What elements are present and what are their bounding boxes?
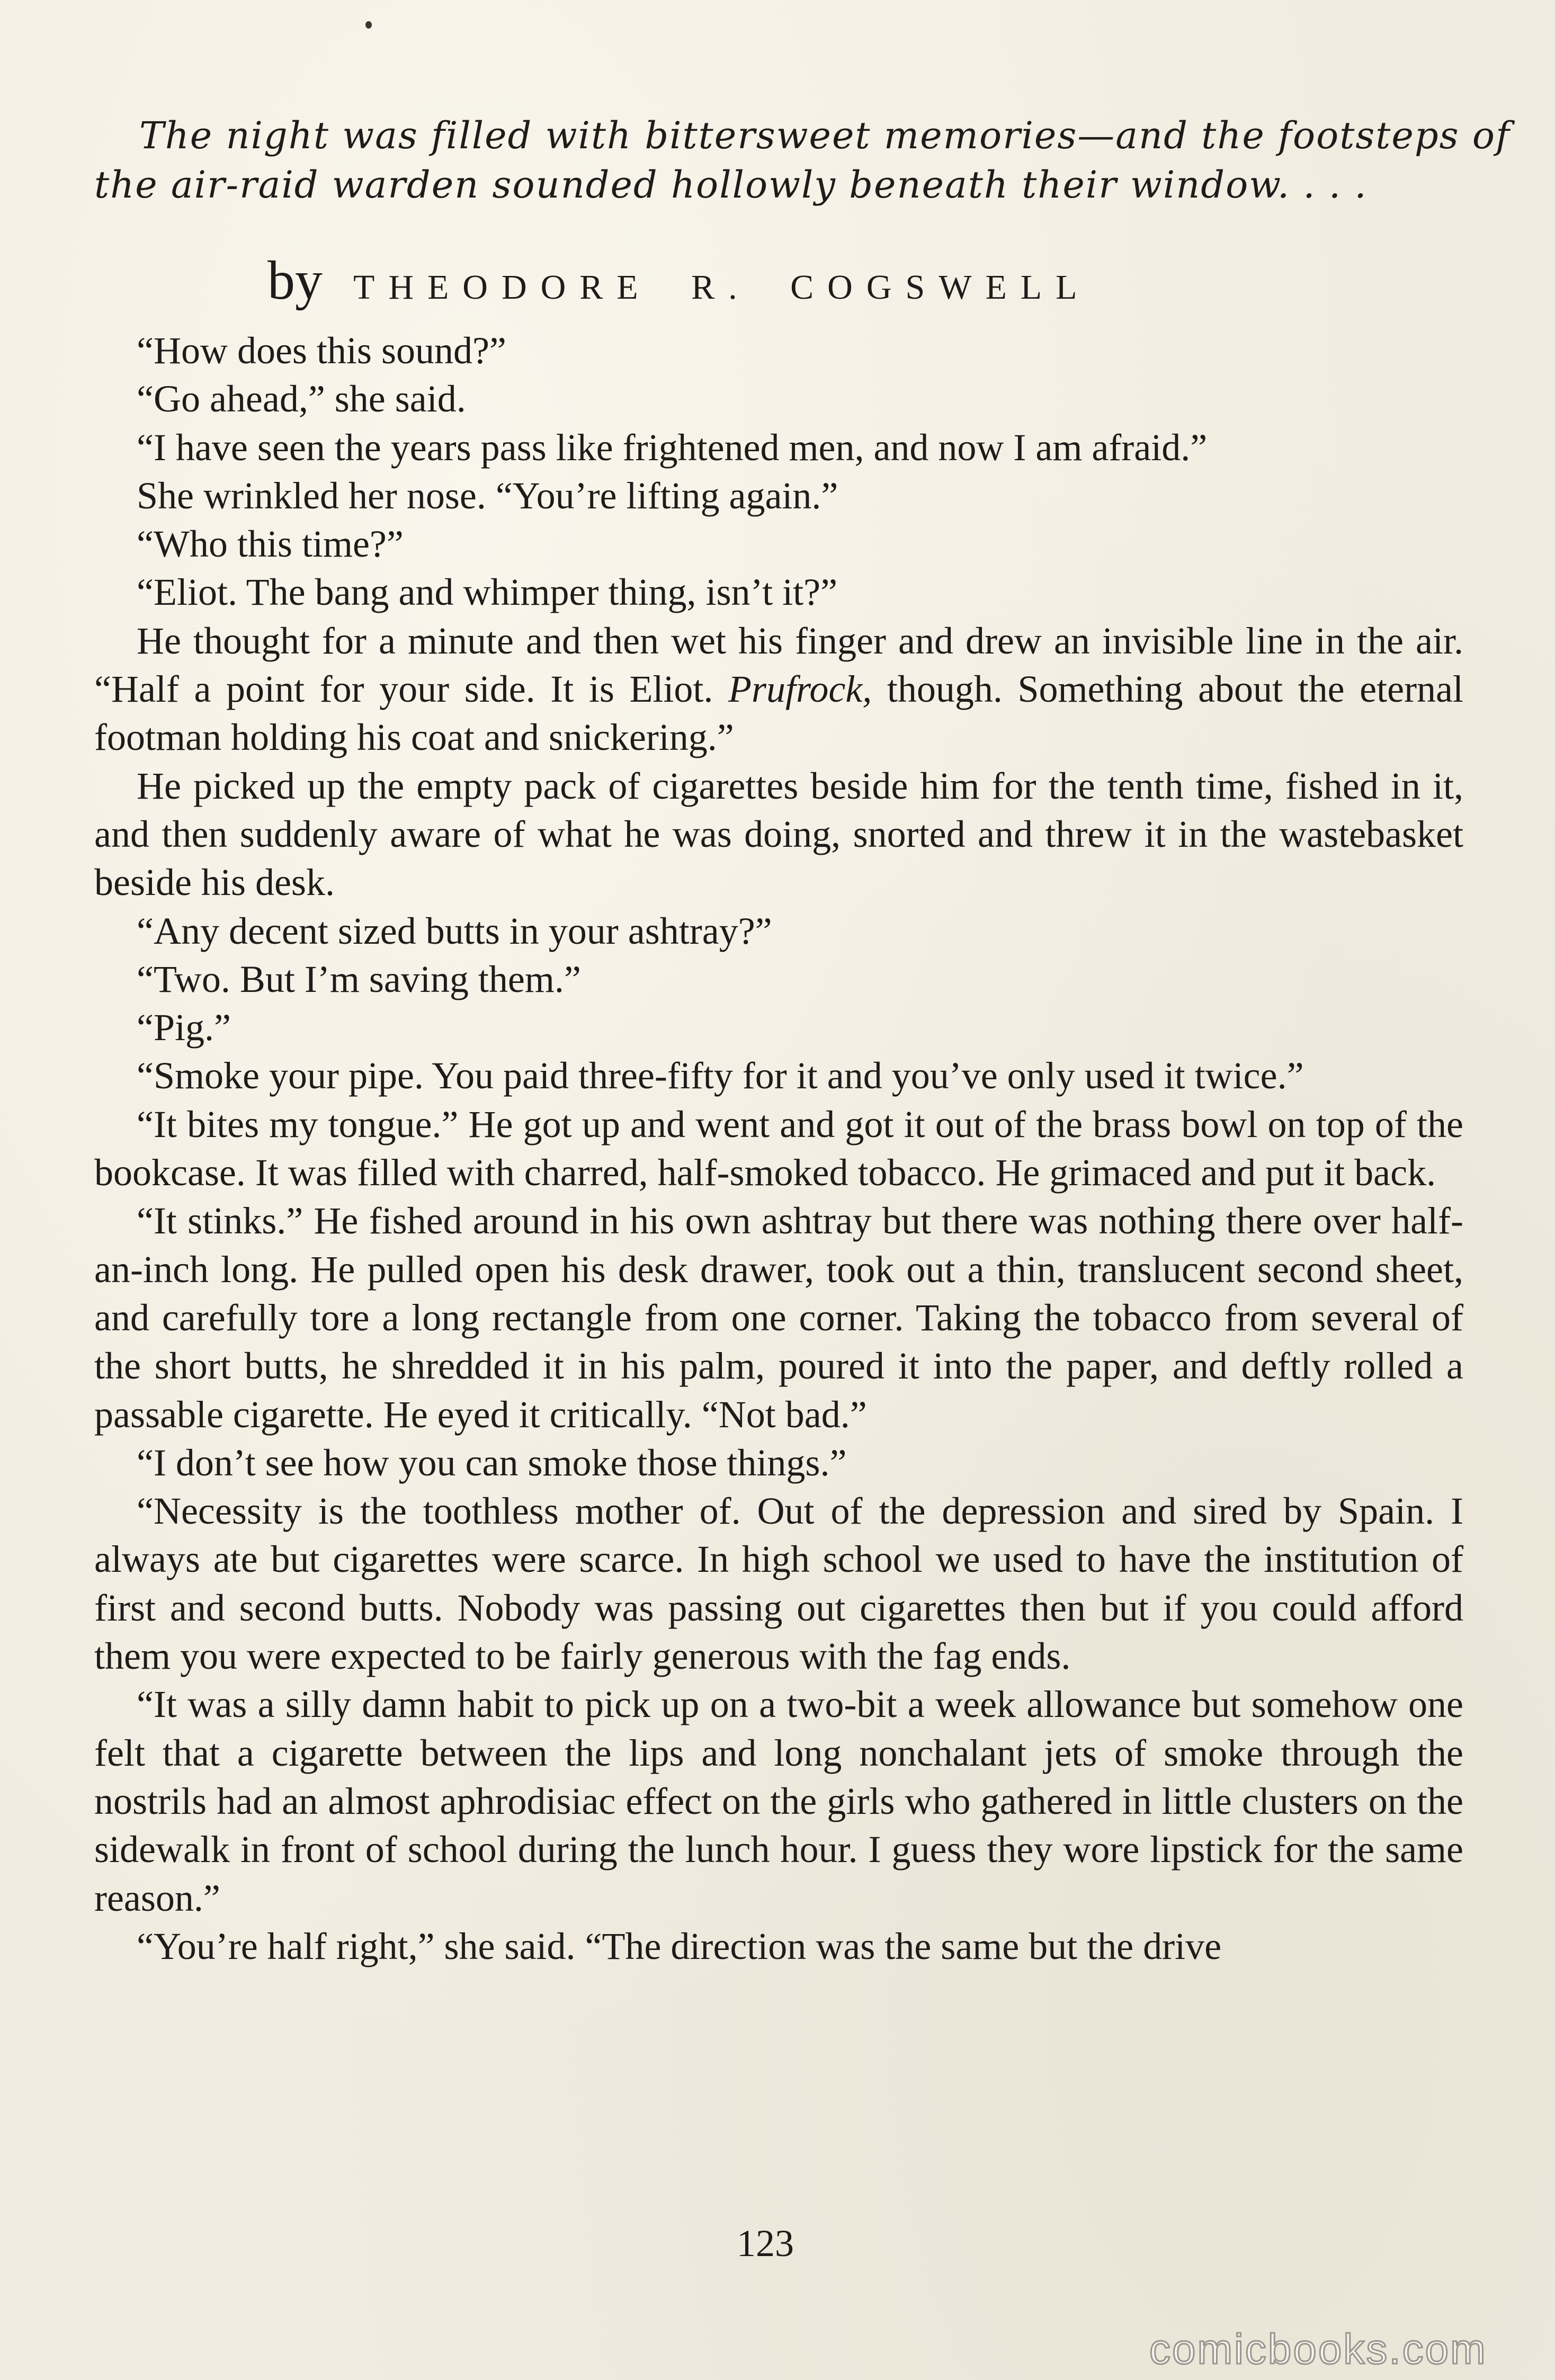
watermark-logo: comicbooks.com <box>1149 2325 1487 2373</box>
paragraph-text: though. Something about the eternal footman holding his coat and snickering.” <box>94 668 1464 759</box>
paragraph: “I have seen the years pass like frightened men, and now I am afraid.” <box>137 426 1208 469</box>
ink-speck <box>365 21 372 29</box>
paragraph: “Eliot. The bang and whimper thing, isn’t it?” <box>137 571 838 614</box>
italic-title: Prufrock, <box>728 668 872 711</box>
paragraph: “Who this time?” <box>137 523 404 566</box>
paragraph: “How does this sound?” <box>137 329 506 372</box>
paragraph: “I don’t see how you can smoke those things.” <box>137 1441 847 1484</box>
story-body <box>94 327 1463 1971</box>
paragraph: She wrinkled her nose. “You’re lifting again.” <box>137 474 838 517</box>
paragraph: “Smoke your pipe. You paid three-fifty for it and you’ve only used it twice.” <box>137 1054 1304 1097</box>
paragraph: “Go ahead,” she said. <box>137 378 466 420</box>
paragraph <box>94 617 1463 762</box>
paragraph: “You’re half right,” she said. “The direction was the same but the drive <box>137 1925 1222 1967</box>
page-number: 123 <box>737 2222 794 2265</box>
author-byline <box>267 249 1091 312</box>
paragraph: “Necessity is the toothless mother of. Out of the depression and sired by Spain. I always ate but cigarettes were scarce. In high school we used to have the institution of first and second butts. Nobody was passing out cigarettes then but if you could afford them you were expected to be fairly generous with the fag ends. <box>94 1490 1463 1678</box>
paragraph: “It bites my tongue.” He got up and went and got it out of the brass bowl on top of the bookcase. It was filled with charred, half-smoked tobacco. He grimaced and put it back. <box>94 1103 1463 1194</box>
paragraph: “Any decent sized butts in your ashtray?” <box>137 909 772 952</box>
paragraph-text: He thought for a minute and then wet his finger and drew an invisible line in the air. “Half a point for your side. It is Eliot. <box>94 619 1463 711</box>
paragraph: “It stinks.” He fished around in his own ashtray but there was nothing there over half-an-inch long. He pulled open his desk drawer, took out a thin, translucent second sheet, and carefully tore a long rectangle from one corner. Taking the tobacco from several of the short butts, he shredded it in his palm, poured it into the paper, and deftly rolled a passable cigarette. He eyed it critically. “Not bad.” <box>94 1200 1463 1436</box>
paragraph: He picked up the empty pack of cigarettes beside him for the tenth time, fished in it, and then suddenly aware of what he was doing, snorted and threw it in the wastebasket beside his desk. <box>94 764 1463 904</box>
author-name: THEODORE R. COGSWELL <box>353 268 1091 307</box>
intro-line-1: The night was filled with bittersweet memories—and the footsteps of <box>139 114 1511 157</box>
byline-prefix: by <box>267 250 323 311</box>
paragraph: “Two. But I’m saving them.” <box>137 958 581 1000</box>
intro-line-2: the air-raid warden sounded hollowly beneath their window. . . . <box>94 163 1368 207</box>
story-intro-blurb <box>94 111 1511 210</box>
paragraph: “It was a silly damn habit to pick up on a two-bit a week allowance but somehow one felt that a cigarette between the lips and long nonchalant jets of smoke through the nostrils had an almost aphrodisiac effect on the girls who gathered in little clusters on the sidewalk in front of school during the lunch hour. I guess they wore lipstick for the same reason.” <box>94 1683 1463 1919</box>
paragraph: “Pig.” <box>137 1006 231 1049</box>
